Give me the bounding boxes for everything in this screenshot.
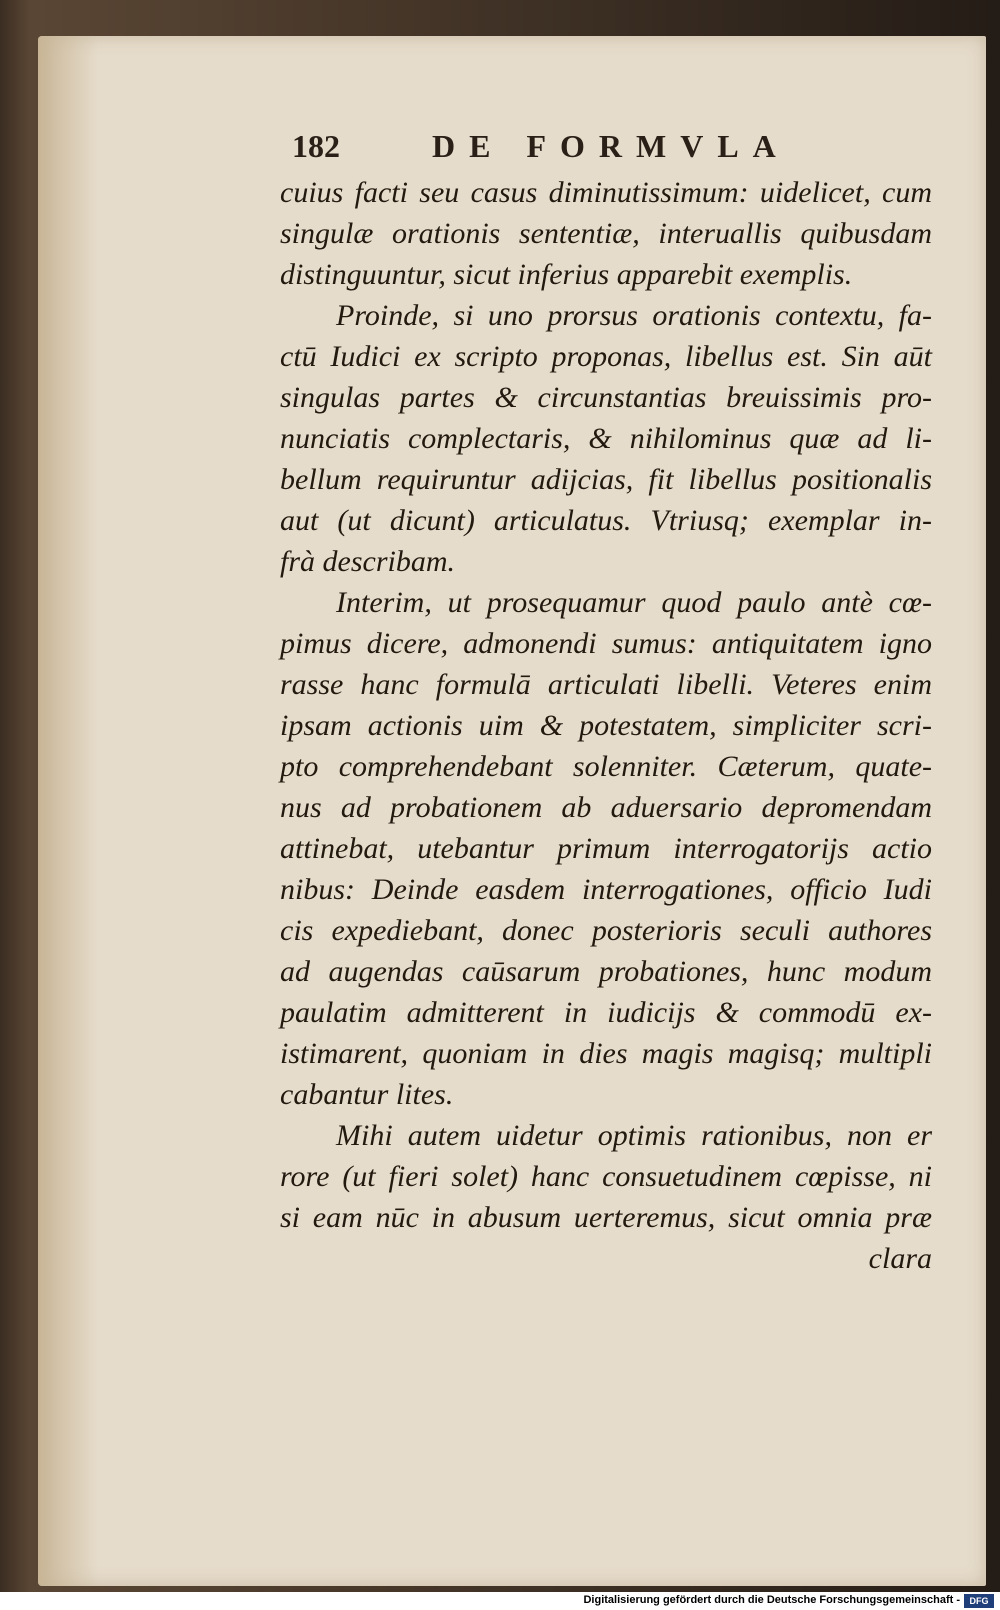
text-line: ipsam actionis uim & potestatem, simpliciter scri- [280, 709, 932, 742]
page-gutter-shadow [38, 36, 98, 1586]
running-title: DE FORMVLA [432, 128, 790, 164]
text-line: nunciatis complectaris, & nihilominus quæ ad li- [280, 422, 932, 455]
text-line: rore (ut fieri solet) hanc consuetudinem cœpisse, ni [280, 1160, 932, 1193]
catchword: clara [868, 1242, 932, 1275]
page-number: 182 [292, 128, 340, 164]
text-line: paulatim admitterent in iudicijs & commodū ex- [280, 996, 932, 1029]
text-line: nibus: Deinde easdem interrogationes, officio Iudi [280, 873, 932, 906]
paragraph-start-line: Proinde, si uno prorsus orationis contextu, fa- [336, 299, 932, 332]
text-line: si eam nūc in abusum uerteremus, sicut omnia præ [280, 1201, 932, 1234]
text-line: cabantur lites. [280, 1078, 454, 1111]
text-line: pimus dicere, admonendi sumus: antiquitatem igno [280, 627, 932, 660]
text-line: bellum requiruntur adijcias, fit libellus positionalis [280, 463, 932, 496]
text-line: distinguuntur, sicut inferius apparebit exemplis. [280, 258, 853, 291]
text-line: cis expediebant, donec posterioris seculi authores [280, 914, 932, 947]
text-line: singulæ orationis sententiæ, interuallis quibusdam [280, 217, 932, 250]
page-header [292, 128, 892, 168]
paragraph-start-line: Mihi autem uidetur optimis rationibus, non er [336, 1119, 932, 1152]
text-line: ad augendas caūsarum probationes, hunc modum [280, 955, 932, 988]
text-line: frà describam. [280, 545, 455, 578]
body-text [280, 172, 932, 1279]
digitization-footer [0, 1592, 1000, 1610]
dfg-logo-icon: DFG [964, 1594, 994, 1608]
paragraph-start-line: Interim, ut prosequamur quod paulo antè cœ- [336, 586, 932, 619]
text-line: rasse hanc formulā articulati libelli. Veteres enim [280, 668, 932, 701]
text-line: pto comprehendebant solenniter. Cæterum, quate- [280, 750, 932, 783]
text-line: nus ad probationem ab aduersario depromendam [280, 791, 932, 824]
footer-credit: Digitalisierung gefördert durch die Deutsche Forschungsgemeinschaft - [583, 1594, 960, 1606]
text-line: istimarent, quoniam in dies magis magisq; multipli [280, 1037, 932, 1070]
text-line: ctū Iudici ex scripto proponas, libellus est. Sin aūt [280, 340, 932, 373]
text-line: singulas partes & circunstantias breuissimis pro- [280, 381, 932, 414]
text-line: aut (ut dicunt) articulatus. Vtriusq; exemplar in- [280, 504, 932, 537]
text-line: cuius facti seu casus diminutissimum: uidelicet, cum [280, 176, 932, 209]
text-line: attinebat, utebantur primum interrogatorijs actio [280, 832, 932, 865]
